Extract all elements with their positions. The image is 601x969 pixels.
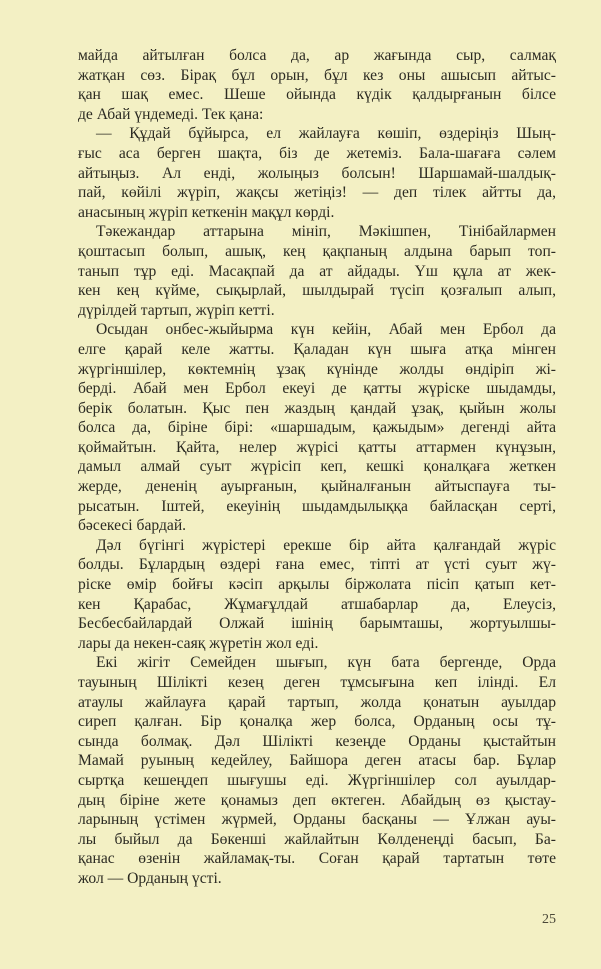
text-line: Тәкежандар аттарына мініп, Мәкішпен, Тінібайлармен — [96, 223, 556, 241]
text-line: айтыңыз. Ал енді, жолыңыз болсын! Шаршамай-шалдық- — [78, 164, 556, 182]
text-line: жатқан сөз. Бірақ бұл орын, бұл кез оны ашысып айтыс- — [78, 66, 556, 84]
text-line: майда айтылған болса да, ар жағында сыр, салмақ — [78, 47, 556, 64]
text-line: пай, көйілі жүріп, жақсы жетіңіз! — деп тілек айтты да, — [78, 184, 556, 202]
text-line: лары да некен-саяқ жүретін жол еді. — [78, 634, 319, 652]
text-line: дүрілдей тартып, жүріп кетті. — [78, 301, 275, 319]
text-line: Дәл бүгінгі жүрістері ерекше бір айта қалғандай жүріс — [96, 536, 556, 554]
text-line: жүргіншілер, көктемнің ұзақ күнінде жолды өндіріп жі- — [78, 360, 556, 378]
text-line: сиреп қалған. Бір қоналқа жер болса, Орданың осы тұ- — [78, 713, 556, 731]
text-line: қан шақ емес. Шеше ойында күдік қалдырғанын білсе — [78, 86, 556, 104]
text-line: рысатын. Іштей, екеуінің шыдамдылыққа байласқан серті, — [78, 497, 556, 515]
paragraph — [78, 222, 556, 320]
text-line: қоймайтын. Қайта, нелер жүрісі қатты аттармен күнұзын, — [78, 438, 556, 456]
text-line: атаулы жайлауға қарай тартып, жолда қонатын ауылдар — [78, 693, 556, 711]
text-line: дың біріне жете қонамыз деп өктеген. Абайдың өз қыстау- — [78, 791, 556, 809]
page-number: 25 — [542, 911, 556, 927]
text-line: Осыдан онбес-жыйырма күн кейін, Абай мен Ербол да — [96, 321, 556, 339]
text-line: анасының жүріп кеткенін мақұл көрді. — [78, 203, 335, 221]
text-line: қанас өзенін жайламақ-ты. Соған қарай тартатын төте — [78, 850, 556, 868]
text-line: қоштасып болып, ашық, кең қақпаның алдына барып топ- — [78, 242, 556, 260]
text-line: болды. Бұлардың өздері ғана емес, тіпті ат үсті суыт жү- — [78, 556, 556, 574]
text-line: болса да, біріне бірі: «шаршадым, қажыдым» дегенді айта — [78, 419, 556, 437]
text-line: бәсекесі бардай. — [78, 517, 187, 535]
text-line: — Құдай бұйырса, ел жайлауға көшіп, өздеріңіз Шың- — [96, 125, 556, 143]
paragraph — [78, 46, 556, 124]
text-line: жол — Орданың үсті. — [78, 869, 222, 887]
text-line: берді. Абай мен Ербол екеуі де қатты жүріске шыдамды, — [78, 380, 556, 398]
paragraph — [78, 653, 556, 888]
text-line: тауының Шілікті кезең деген тұмсығына кеп ілінді. Ел — [78, 674, 556, 691]
text-line: кен кең күйме, сықырлай, шылдырай түсіп қозғалып алып, — [78, 282, 556, 300]
text-line: елге қарай келе жатты. Қаладан күн шыға атқа мінген — [78, 340, 556, 358]
text-line: жерде, дененің ауырғанын, қыйналғанын айтыспауға ты- — [78, 478, 556, 496]
text-line: кен Қарабас, Жұмағұлдай атшабарлар да, Елеусіз, — [78, 595, 556, 613]
text-line: Бесбесбайлардай Олжай ішінің барымташы, жортуылшы- — [78, 615, 556, 633]
text-line: танып тұр еді. Масақпай да ат айдады. Үш құла ат жек- — [78, 262, 556, 280]
paragraph — [78, 536, 556, 654]
text-line: сында болмақ. Дәл Шілікті кезеңде Орданы қыстайтын — [78, 732, 556, 750]
text-line: ларының үстімен жүрмей, Орданы басқаны — Ұлжан ауы- — [78, 811, 556, 829]
text-line: Екі жігіт Семейден шығып, күн бата бергенде, Орда — [96, 654, 556, 672]
text-line: сыртқа кешеңдеп шығушы еді. Жүргіншілер сол ауылдар- — [78, 771, 556, 789]
text-line: ріске өмір бойғы кәсіп арқылы біржолата пісіп қатып кет- — [78, 576, 556, 594]
page-body-text — [78, 46, 556, 889]
text-line: де Абай үндемеді. Тек қана: — [78, 105, 264, 123]
text-line: дамыл алмай суыт жүрісіп кеп, кешкі қоналқаға жеткен — [78, 458, 556, 476]
text-line: берік болатын. Қыс пен жаздың қандай ұзақ, қыйын жолы — [78, 399, 556, 417]
text-line: ғыс аса берген шақта, біз де жетеміз. Бала-шағаға сәлем — [78, 144, 556, 162]
text-line: лы быйыл да Бөкенші жайлайтын Көлденеңді басып, Ба- — [78, 830, 556, 848]
text-line: Мамай руының кедейлеу, Байшора деген атасы бар. Бұлар — [78, 752, 556, 770]
paragraph — [78, 320, 556, 536]
paragraph — [78, 124, 556, 222]
